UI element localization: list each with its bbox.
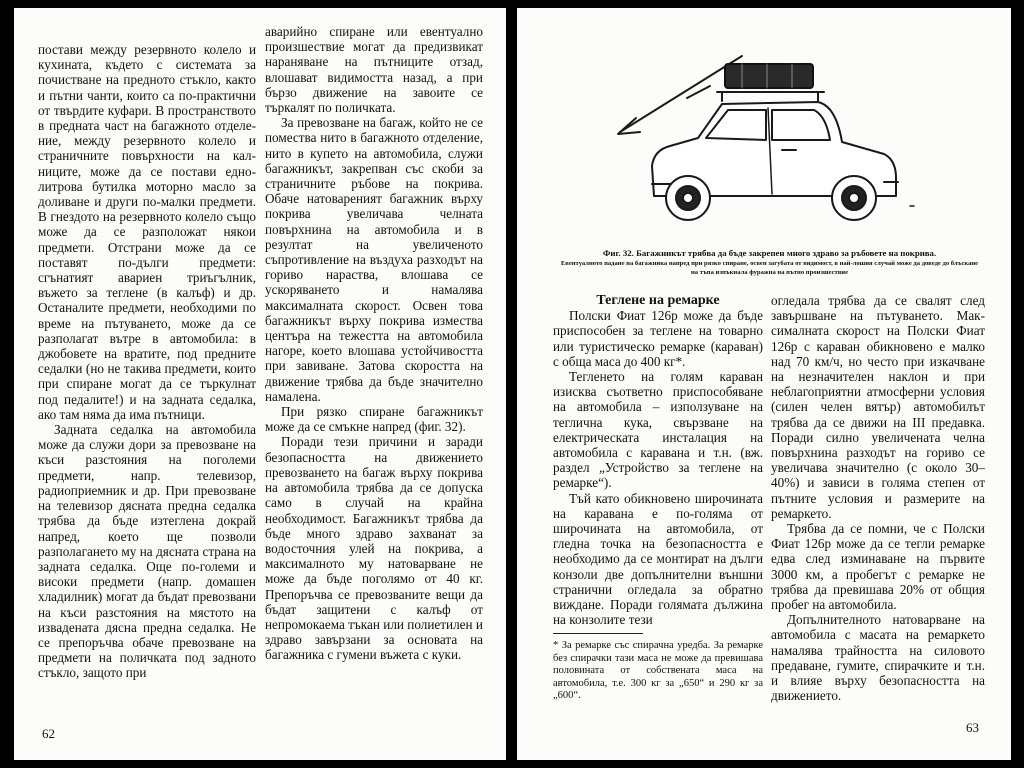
left-col1-paragraph: постави между резервното колело и кухината, където с системата за почистване на предното стъкло, както и пътни чанти, които са по-практични от твърдите куфари. В пространството в предната част на багажното отделение, между резервното колело и страничните повърхности на калниците, може да се постави еднолитрова бутилка моторно масло за доливане и други по-малки предмети. В гнездото на резервното колело също може да се разположат някои предмети. Отстрани може да се поставят по-дълги предмети: сгънатият авариен триъгълник, въжето за теглене (в калъф) и др. Останалите предмети, необходими по време на пътуването, може да се разполагат вътре в автомобила: в джобовете на вратите, под предните седалки (но не такива предмети, които при спиране могат да се търкулнат под педалите!) и на задната седалка, ако там няма да има пътници. — [38, 42, 256, 422]
right-col2-paragraph: Трябва да се помни, че с Полски Фиат 126р може да се тегли ремарке едва след изминаване на първите 3000 км, а пробегът с ремарке не трябва да превишава 20% от общия пробег на автомобила. — [771, 521, 985, 613]
footnote-rule — [553, 633, 643, 634]
right-col1-paragraph: Теглeнето на голям караван изисква съответно приспособяване на автомобила – използуване на теглична кука, свързване на електрическата инсталация на автомобила с каравана и т.н. (вж. раздел „Устройство за теглене на ремарке“). — [553, 369, 763, 491]
right-page-column-2 — [771, 293, 985, 703]
left-page-column-2 — [265, 24, 483, 663]
right-col2-paragraph: Допълнителното натоварване на автомобила с масата на ремаркето намалява трайността на силовото предаване, гумите, спирачките и т.н. и влияе върху безопасността на движението. — [771, 612, 985, 704]
section-title: Теглене на ремарке — [596, 293, 720, 308]
page-number-left: 62 — [42, 726, 55, 741]
left-col2-paragraph: аварийно спиране или евентуално произшествие могат да предизвикат нараняване на пътниците отзад, влошават видимостта назад, а при бързо движение на завоите се търкалят по поличката. — [265, 24, 483, 116]
left-page — [14, 8, 506, 760]
figure-caption-title: Фиг. 32. Багажникът трябва да бъде закрепен много здраво за ръбовете на покрива. — [602, 248, 937, 258]
right-page-column-1 — [553, 293, 763, 703]
left-col1-paragraph: Задната седалка на автомобила може да служи дори за превозване на къси разстояния на поголеми предмети, напр. телевизор, радиоприемник и др. При превозване на телевизор дясната предна седалка трябва да бъде изтеглена докрай напред, което ще позволи разполагането му на дясната страна на задната седалка. Още по-големи и високи предмети (напр. домашен хладилник) могат да бъдат превозвани на къси разстояния на мястото на извадената дясна предна седалка. Не се препоръчва обаче превозване на предмети на поличката под задното стъкло, защото при — [38, 422, 256, 681]
left-col2-paragraph: При рязко спиране багажникът може да се смъкне напред (фиг. 32). — [265, 404, 483, 435]
figure-car-roof-rack — [592, 46, 922, 246]
footnote: * За ремарке със спирачна уредба. За ремарке без спирачки тази маса не може да превишава половината от собствената маса на автомобила, т.е. 300 кг за „650“ и 290 кг за „600“. — [553, 640, 763, 702]
right-col1-paragraph: Тъй като обикновено широчината на каравана е по-голяма от широчината на автомобила, от гледна точка на безопасността е необходимо да се монтират на дълги конзоли две допълнителни външни странични огледала за обратно виждане. Поради голямата дължина на конзолите тези — [553, 490, 763, 628]
figure-caption-note: Евентуалното падане на багажника напред при рязко спиране, освен загубата от видимост, в най-лошия случай може да доведе до блъскане на тъпа изпъкнала фуражна на пътно произшествие — [560, 260, 979, 276]
left-col2-paragraph: Поради тези причини и заради безопасността на движението превозването на багаж върху покрива на автомобила трябва да се допуска само в случай на крайна необходимост. Багажникът трябва да бъде много здраво захванат за водосточния улей на покрива, а максималното му натоварване не може да бъде поголямо от 40 кг. Препоръчва се превозваните вещи да бъдат защитени с калъф от непромокаема тъкан или полиетилен и здраво завързани за основата на багажника с гумени въжета с куки. — [265, 434, 483, 663]
page-number-right: 63 — [966, 720, 979, 735]
left-page-column-1 — [38, 42, 256, 681]
left-col2-paragraph: За превозване на багаж, който не се помества нито в багажното отделение, нито в купето на автомобила, служи багажникът, закрепван със скоби за страничните ръбове на покрива. Обаче натовареният багажник върху покрива увеличава челната повърхнина на автомобила и в резултат на увеличеното съпротивление на въздуха разходът на гориво нараства, влошава се ускоряването и намалява максималната скорост. Освен това багажникът върху покрива измества центъра на тежестта на автомобила нагоре, което влошава устойчивостта при завиване. Затова скоростта на движение трябва да бъде значително намалена. — [265, 115, 483, 404]
right-col2-paragraph: огледала трябва да се свалят след завършване на пътуването. Максималната скорост на Полски Фиат 126р с караван обикновено е малко над 70 км/ч, но често при изкачване на незначителен наклон и при неблагоприятни атмосферни условия (силен челен вятър) автомобилът трябва да се движи на III предавка. Поради силно увеличената челна повърхнина разходът на гориво се увеличава значително (с около 30–40%) и зависи в голяма степен от пътните условия и размерите на ремаркето. — [771, 293, 985, 521]
right-page — [517, 8, 1011, 760]
right-col1-paragraph: Полски Фиат 126р може да бъде приспособен за теглене на товарно или туристическо ремарке (караван) с обща маса до 400 кг*. — [553, 308, 763, 369]
figure-caption — [557, 248, 982, 277]
